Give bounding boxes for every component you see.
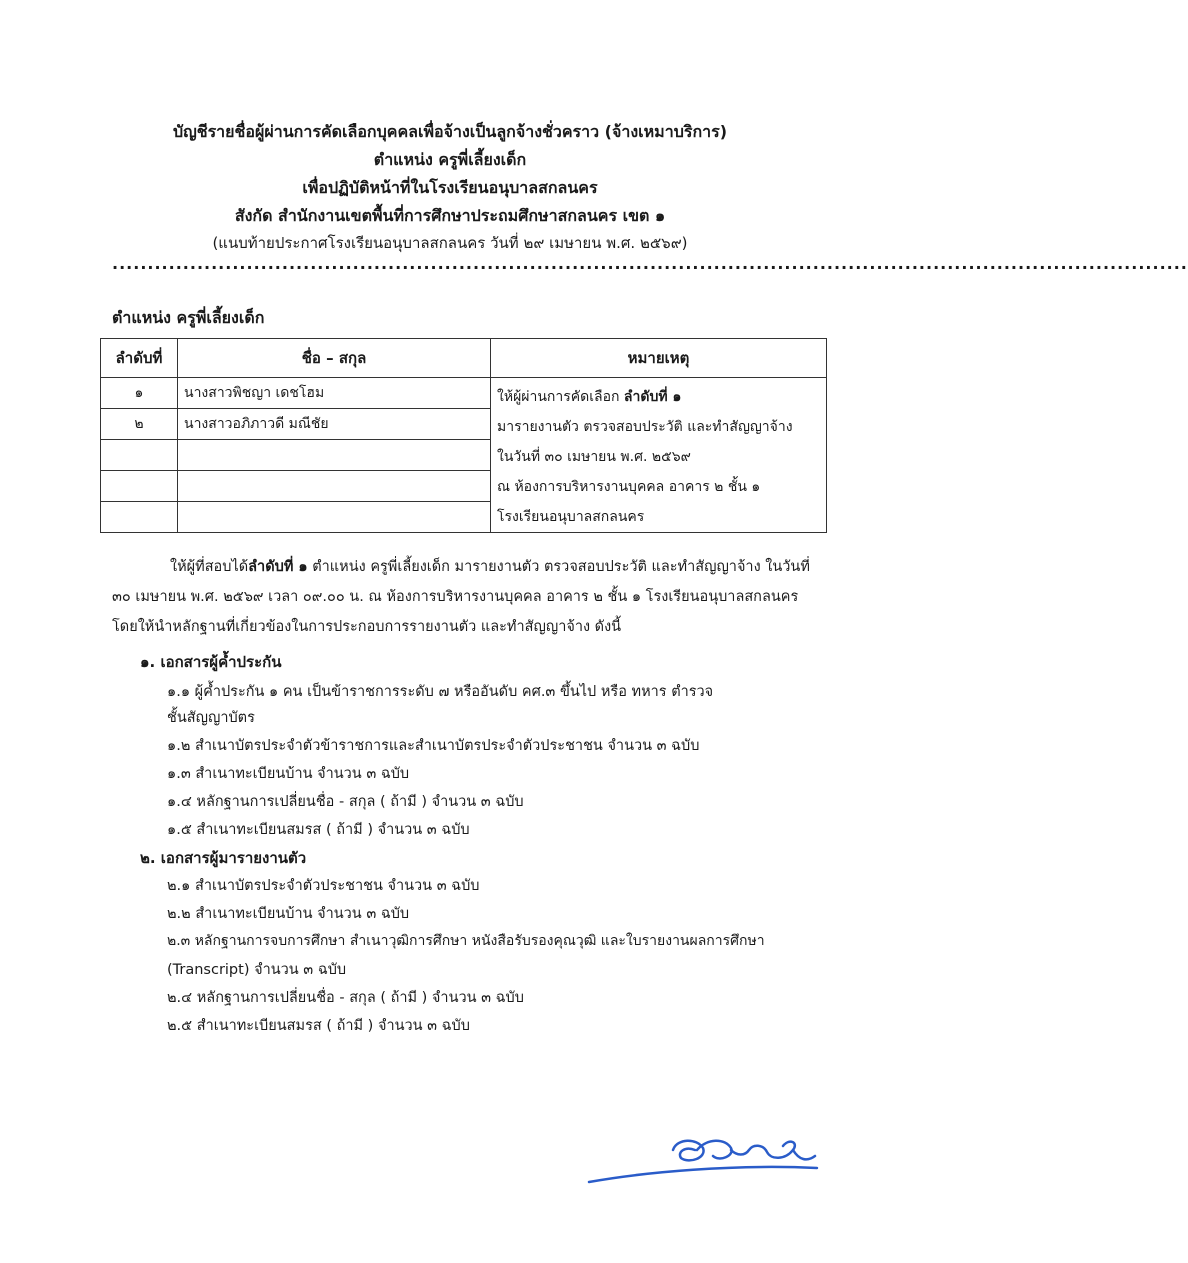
note-prefix: ให้ผู้ผ่านการคัดเลือก — [497, 389, 624, 405]
table-row — [101, 378, 827, 409]
list-item: ๑.๓ สำเนาทะเบียนบ้าน จำนวน ๓ ฉบับ — [167, 766, 410, 782]
row-no: ๑ — [101, 378, 178, 409]
para-post: ตำแหน่ง ครูพี่เลี้ยงเด็ก มารายงานตัว ตรวจสอบประวัติ และทำสัญญาจ้าง ในวันที่ ๓๐ เมษายน พ.ศ. ๒๕๖๙ เวลา ๐๙.๐๐ น. ณ ห้องการบริหารงานบุคคล อาคาร ๒ ชั้น ๑ โรงเรียนอนุบาลสกลนคร โดยให้นำหลักฐานที่เกี่ยวข้องในการประกอบการรายงานตัว และทำสัญญาจ้าง ดังนี้ — [112, 559, 810, 635]
list-item: ๒.๓ หลักฐานการจบการศึกษา สำเนาวุฒิการศึกษา หนังสือรับรองคุณวุฒิ และใบรายงานผลการศึกษา — [167, 933, 765, 949]
note-cell — [491, 378, 827, 533]
signature-image — [585, 1120, 825, 1190]
note-line: โรงเรียนอนุบาลสกลนคร — [497, 509, 645, 525]
col-header-name: ชื่อ – สกุล — [178, 339, 491, 378]
row-name — [178, 471, 491, 502]
list-item: ๑.๒ สำเนาบัตรประจำตัวข้าราชการและสำเนาบัตรประจำตัวประชาชน จำนวน ๓ ฉบับ — [167, 738, 700, 754]
doc-title-line1: บัญชีรายชื่อผู้ผ่านการคัดเลือกบุคคลเพื่อจ้างเป็นลูกจ้างชั่วคราว (จ้างเหมาบริการ) — [172, 122, 728, 141]
list-item: ๑.๔ หลักฐานการเปลี่ยนชื่อ - สกุล ( ถ้ามี ) จำนวน ๓ ฉบับ — [167, 794, 524, 810]
note-line: มารายงานตัว ตรวจสอบประวัติ และทำสัญญาจ้าง — [497, 419, 793, 435]
note-bold: ลำดับที่ ๑ — [623, 389, 682, 405]
para-pre: ให้ผู้ที่สอบได้ — [170, 559, 249, 575]
list-item: ๒.๒ สำเนาทะเบียนบ้าน จำนวน ๓ ฉบับ — [167, 906, 410, 922]
row-no — [101, 502, 178, 533]
row-no: ๒ — [101, 409, 178, 440]
row-no — [101, 471, 178, 502]
row-no — [101, 440, 178, 471]
note-line: ณ ห้องการบริหารงานบุคคล อาคาร ๒ ชั้น ๑ — [497, 479, 761, 495]
row-name — [178, 440, 491, 471]
para-bold: ลำดับที่ ๑ — [248, 559, 308, 575]
list-item: ๒.๑ สำเนาบัตรประจำตัวประชาชน จำนวน ๓ ฉบับ — [167, 878, 480, 894]
table-header-row — [101, 339, 827, 378]
row-name: นางสาวพิชญา เดชโฮม — [178, 378, 491, 409]
col-header-note: หมายเหตุ — [491, 339, 827, 378]
doc-title-line5: (แนบท้ายประกาศโรงเรียนอนุบาลสกลนคร วันที่ ๒๙ เมษายน พ.ศ. ๒๕๖๙) — [212, 234, 688, 252]
list-item: ๒.๔ หลักฐานการเปลี่ยนชื่อ - สกุล ( ถ้ามี ) จำนวน ๓ ฉบับ — [167, 990, 524, 1006]
position-title: ตำแหน่ง ครูพี่เลี้ยงเด็ก — [112, 308, 265, 327]
instruction-paragraph — [112, 552, 828, 642]
note-line: ในวันที่ ๓๐ เมษายน พ.ศ. ๒๕๖๙ — [497, 449, 691, 465]
col-header-no: ลำดับที่ — [101, 339, 178, 378]
candidate-table — [100, 338, 827, 533]
row-name — [178, 502, 491, 533]
section1-title: ๑. เอกสารผู้ค้ำประกัน — [140, 653, 282, 671]
section2-title: ๒. เอกสารผู้มารายงานตัว — [140, 849, 307, 867]
dotted-divider: ........................................................................................................................................................ — [112, 254, 1188, 273]
list-item: (Transcript) จำนวน ๓ ฉบับ — [167, 962, 347, 978]
doc-title-line4: สังกัด สำนักงานเขตพื้นที่การศึกษาประถมศึกษาสกลนคร เขต ๑ — [234, 206, 666, 225]
doc-title-line2: ตำแหน่ง ครูพี่เลี้ยงเด็ก — [373, 150, 527, 169]
row-name: นางสาวอภิภาวดี มณีชัย — [178, 409, 491, 440]
list-item: ๒.๕ สำเนาทะเบียนสมรส ( ถ้ามี ) จำนวน ๓ ฉบับ — [167, 1018, 470, 1034]
list-item: ๑.๕ สำเนาทะเบียนสมรส ( ถ้ามี ) จำนวน ๓ ฉบับ — [167, 822, 470, 838]
list-item: ๑.๑ ผู้ค้ำประกัน ๑ คน เป็นข้าราชการระดับ ๗ หรืออันดับ คศ.๓ ขึ้นไป หรือ ทหาร ตำรวจ — [167, 684, 714, 700]
doc-title-line3: เพื่อปฏิบัติหน้าที่ในโรงเรียนอนุบาลสกลนคร — [302, 178, 598, 197]
list-item: ชั้นสัญญาบัตร — [167, 710, 255, 726]
